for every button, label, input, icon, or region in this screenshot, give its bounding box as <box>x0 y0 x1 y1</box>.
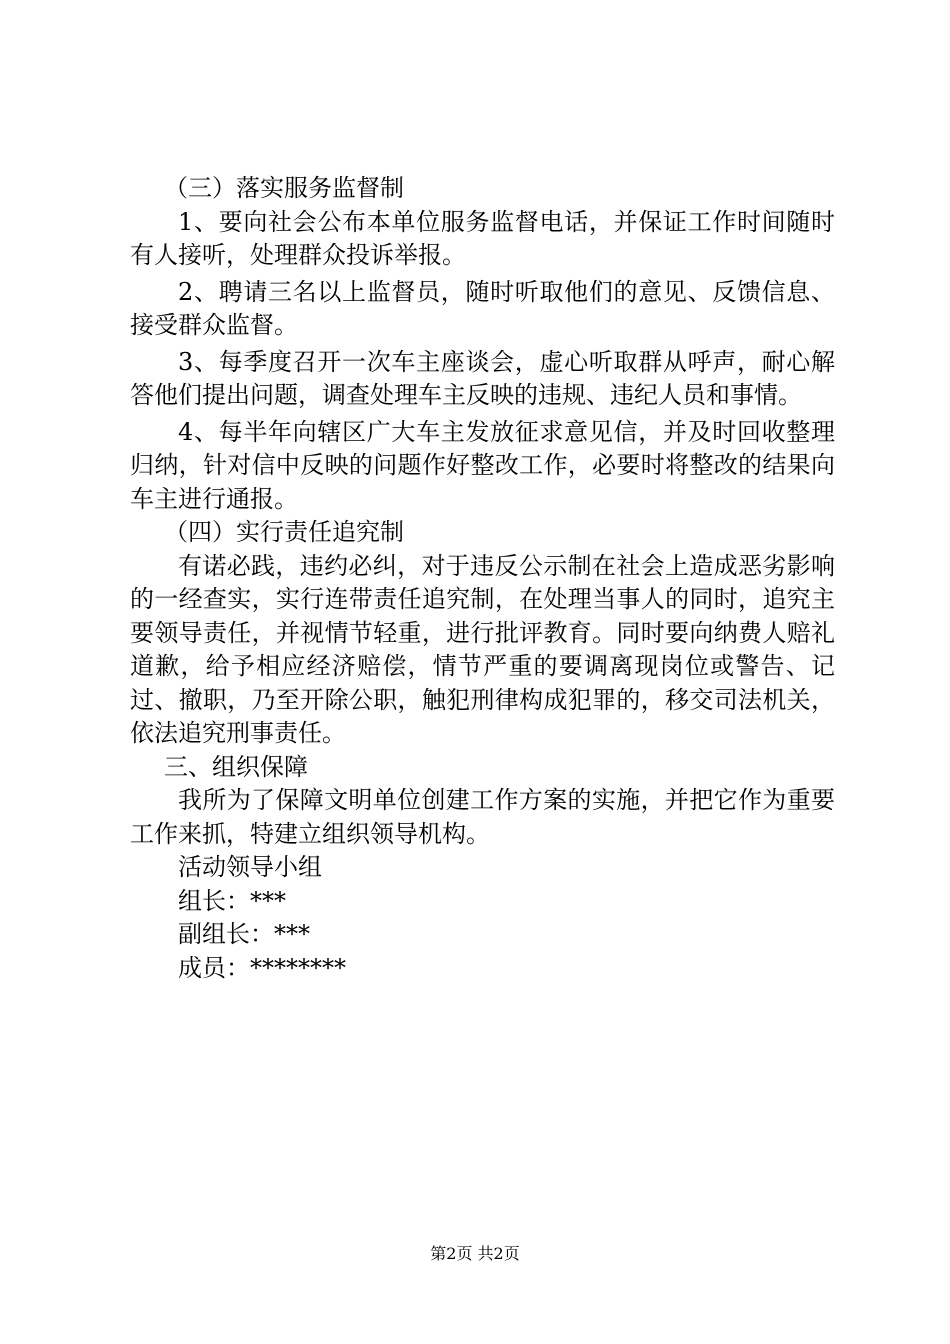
paragraph: 我所为了保障文明单位创建工作方案的实施，并把它作为重要工作来抓，特建立组织领导机构。 <box>130 786 835 848</box>
paragraph: 3、每季度召开一次车主座谈会，虚心听取群从呼声，耐心解答他们提出问题，调查处理车主反映的违规、违纪人员和事情。 <box>130 347 835 409</box>
leader-line: 组长：*** <box>178 886 286 915</box>
group-title: 活动领导小组 <box>178 853 322 881</box>
section-heading-accountability: （四）实行责任追究制 <box>164 518 404 546</box>
page-footer: 第2页 共2页 <box>430 1244 520 1263</box>
section-heading-supervision: （三）落实服务监督制 <box>164 174 404 202</box>
members-line: 成员：******** <box>178 953 346 982</box>
section-heading-organization: 三、组织保障 <box>164 752 308 781</box>
paragraph: 1、要向社会公布本单位服务监督电话，并保证工作时间随时有人接听，处理群众投诉举报。 <box>130 207 835 269</box>
paragraph: 4、每半年向辖区广大车主发放征求意见信，并及时回收整理归纳，针对信中反映的问题作好整改工作，必要时将整改的结果向车主进行通报。 <box>130 417 835 513</box>
vice-leader-line: 副组长：*** <box>178 920 310 948</box>
document-body <box>130 172 835 985</box>
paragraph: 有诺必践，违约必纠，对于违反公示制在社会上造成恶劣影响的一经查实，实行连带责任追究制，在处理当事人的同时，追究主要领导责任，并视情节轻重，进行批评教育。同时要向纳费人赔礼道歉，给予相应经济赔偿，情节严重的要调离现岗位或警告、记过、撤职，乃至开除公职，触犯刑律构成犯罪的，移交司法机关，依法追究刑事责任。 <box>130 551 835 747</box>
paragraph: 2、聘请三名以上监督员，随时听取他们的意见、反馈信息、接受群众监督。 <box>130 277 835 339</box>
